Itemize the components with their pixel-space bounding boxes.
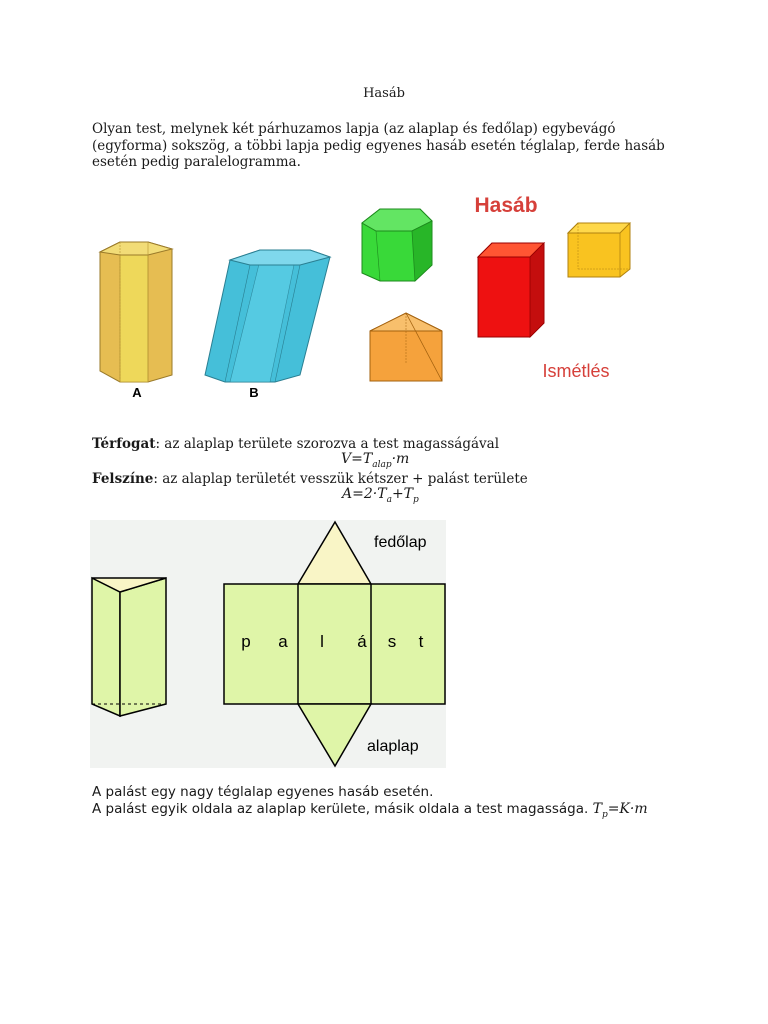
surface-term: Felszíne bbox=[92, 471, 154, 487]
surface-formula-lhs: A bbox=[342, 486, 353, 502]
lateral-letter: s bbox=[387, 632, 397, 651]
surface-formula-sub1: a bbox=[386, 494, 392, 505]
prism-examples-figure bbox=[90, 185, 660, 405]
prism-orange-triangular bbox=[370, 313, 442, 381]
note-line-2-text: A palást egyik oldala az alaplap kerülete, másik oldala a test magassága. bbox=[92, 801, 589, 817]
base-face-label: alaplap bbox=[367, 738, 419, 755]
note-line-1: A palást egy nagy téglalap egyenes hasáb esetén. bbox=[92, 784, 434, 800]
prism-red-cuboid bbox=[478, 243, 544, 337]
lateral-letter: á bbox=[357, 632, 367, 651]
surface-text: : az alaplap területét vesszük kétszer + palást területe bbox=[153, 471, 528, 487]
surface-formula-mid: =2·T bbox=[352, 486, 387, 502]
lateral-area-formula bbox=[592, 801, 648, 820]
volume-formula-rest: ·m bbox=[391, 451, 410, 467]
volume-term: Térfogat bbox=[92, 436, 156, 452]
lateral-letter: t bbox=[418, 632, 424, 651]
net-lateral-rectangle bbox=[224, 584, 445, 704]
prism-green-pentagonal bbox=[362, 209, 432, 281]
prism-net-figure bbox=[90, 520, 446, 768]
volume-formula-lhs: V bbox=[341, 451, 352, 467]
lateral-letter: l bbox=[320, 632, 324, 651]
volume-formula-sub: alap bbox=[372, 459, 392, 470]
prism-a-hexagonal bbox=[100, 242, 172, 382]
surface-formula bbox=[342, 486, 419, 505]
figure-heading: Hasáb bbox=[474, 194, 538, 217]
prism-b-oblique bbox=[205, 250, 330, 382]
volume-formula-eq: =T bbox=[351, 451, 373, 467]
prism-gold-cube bbox=[568, 223, 630, 277]
definition-paragraph: Olyan test, melynek két párhuzamos lapja (az alaplap és fedőlap) egybevágó (egyforma) sokszög, a többi lapja pedig egyenes hasáb esetén téglalap, ferde hasáb esetén pedig paralelogramma. bbox=[92, 121, 665, 170]
surface-formula-plus: +T bbox=[391, 486, 414, 502]
lateral-formula-rest: =K·m bbox=[607, 801, 648, 817]
prism-b-label: B bbox=[249, 385, 259, 400]
triangular-prism-3d bbox=[92, 578, 166, 716]
lateral-formula-sub: p bbox=[601, 809, 608, 820]
lateral-formula-lhs: T bbox=[592, 801, 602, 817]
prism-a-label: A bbox=[132, 385, 142, 400]
page-title: Hasáb bbox=[363, 86, 405, 101]
surface-formula-sub2: p bbox=[413, 494, 419, 505]
lateral-letter: a bbox=[278, 632, 288, 651]
volume-formula bbox=[341, 451, 409, 470]
lateral-letter: p bbox=[241, 632, 251, 651]
figure-subheading: Ismétlés bbox=[542, 361, 610, 381]
note-line-2 bbox=[92, 801, 648, 823]
volume-text: : az alaplap területe szorozva a test magasságával bbox=[155, 436, 500, 452]
top-face-label: fedőlap bbox=[374, 534, 427, 551]
